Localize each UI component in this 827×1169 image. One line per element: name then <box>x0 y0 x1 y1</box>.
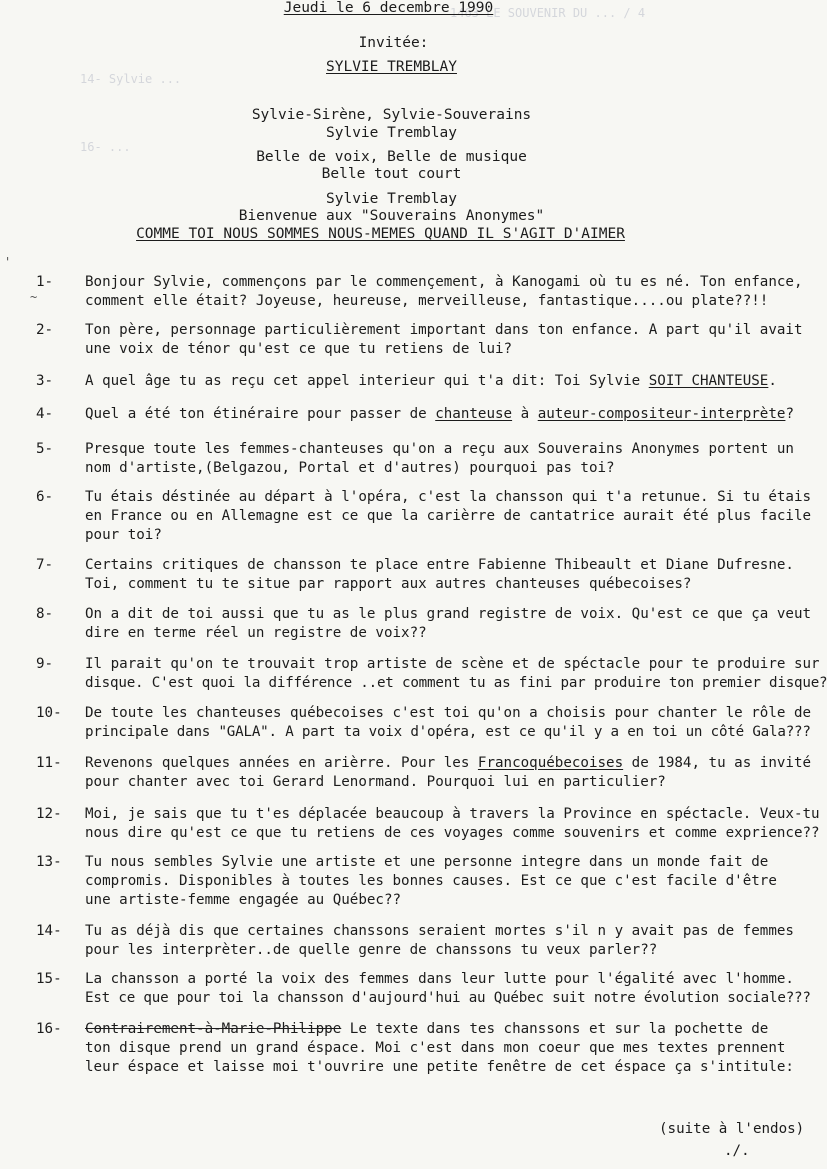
text-part: . <box>768 373 777 389</box>
poem-line: Belle tout court <box>321 166 462 182</box>
question-text: pour toi? <box>85 527 162 543</box>
question-number: 1- <box>36 274 54 290</box>
question-number: 14- <box>36 923 62 939</box>
question-text: ton disque prend un grand éspace. Moi c'est dans mon coeur que mes textes prennent <box>85 1040 786 1056</box>
question-text: nous dire qu'est ce que tu retiens de ces voyages comme souvenirs et comme exprience?? <box>85 825 820 841</box>
margin-mark: ' <box>4 255 12 269</box>
underlined-phrase: SOIT CHANTEUSE <box>648 373 769 389</box>
underlined-phrase: chanteuse <box>435 406 513 422</box>
question-text: On a dit de toi aussi que tu as le plus grand registre de voix. Qu'est ce que ça veut <box>85 606 812 622</box>
guest-name: SYLVIE TREMBLAY <box>326 59 457 75</box>
bleed-through-line16: 16- ... <box>80 140 131 154</box>
question-text: Bonjour Sylvie, commençons par le commençement, à Kanogami où tu es né. Ton enfance, <box>85 274 803 290</box>
poem-line: Sylvie-Sirène, Sylvie-Souverains <box>251 107 532 123</box>
question-number: 10- <box>36 705 62 721</box>
poem-line: Sylvie Tremblay <box>326 191 457 207</box>
poem-line: Bienvenue aux "Souverains Anonymes" <box>238 208 545 224</box>
margin-mark: ~ <box>30 290 38 304</box>
question-text: Ton père, personnage particulièrement important dans ton enfance. A part qu'il avait <box>85 322 803 338</box>
question-text: une artiste-femme engagée au Québec?? <box>85 892 402 908</box>
question-text: Il parait qu'on te trouvait trop artiste de scène et de spéctacle pour te produire sur <box>85 656 820 672</box>
bleed-through-line14: 14- Sylvie ... <box>80 72 182 86</box>
question-number: 15- <box>36 971 62 987</box>
question-text <box>85 1019 820 1040</box>
question-number: 16- <box>36 1021 62 1037</box>
question-text: principale dans "GALA". A part ta voix d'opéra, est ce qu'il y a en toi un côté Gala??? <box>85 724 811 740</box>
question-number: 12- <box>36 806 62 822</box>
question-text: en France ou en Allemagne est ce que la carièrre de cantatrice aurait été plus facile <box>85 508 812 524</box>
question-number: 4- <box>36 406 54 422</box>
invited-label: Invitée: <box>358 35 429 51</box>
text-part: Quel a été ton étinéraire pour passer de <box>85 406 436 422</box>
question-number: 7- <box>36 557 54 573</box>
question-text: pour les interprèter..de quelle genre de chanssons tu veux parler?? <box>85 942 658 958</box>
text-part: à <box>512 406 538 422</box>
text-part: de 1984, tu as invité <box>623 755 812 771</box>
question-text: Est ce que pour toi la chansson d'aujourd'hui au Québec suit notre évolution sociale??? <box>85 990 811 1006</box>
text-part: ? <box>785 406 794 422</box>
question-number: 8- <box>36 606 54 622</box>
underlined-phrase: Francoquébecoises <box>477 755 624 771</box>
question-number: 9- <box>36 656 54 672</box>
question-text: Certains critiques de chansson te place entre Fabienne Thibeault et Diane Dufresne. <box>85 557 794 573</box>
motto-line: COMME TOI NOUS SOMMES NOUS-MEMES QUAND IL S'AGIT D'AIMER <box>136 226 625 242</box>
question-number: 2- <box>36 322 54 338</box>
question-text: dire en terme réel un registre de voix?? <box>85 625 427 641</box>
question-number: 6- <box>36 489 54 505</box>
question-number: 11- <box>36 755 62 771</box>
question-text: De toute les chanteuses québecoises c'est toi qu'on a choisis pour chanter le rôle de <box>85 705 812 721</box>
date-heading: Jeudi le 6 decembre 1990 <box>283 0 494 16</box>
question-text: comment elle était? Joyeuse, heureuse, merveilleuse, fantastique....ou plate??!! <box>85 293 769 309</box>
text-part: Revenons quelques années en arièrre. Pour les <box>85 755 478 771</box>
bleed-through-top: 1463 LE SOUVENIR DU ... / 4 <box>450 6 646 20</box>
question-number: 3- <box>36 373 54 389</box>
question-text <box>85 753 820 774</box>
question-text: disque. C'est quoi la différence ..et comment tu as fini par produire ton premier disque? <box>85 675 827 691</box>
poem-line: Belle de voix, Belle de musique <box>256 149 527 165</box>
question-text: Tu nous sembles Sylvie une artiste et une personne integre dans un monde fait de <box>85 854 769 870</box>
question-text: compromis. Disponibles à toutes les bonnes causes. Est ce que c'est facile d'être <box>85 873 777 889</box>
underlined-phrase: auteur-compositeur-interprète <box>537 406 786 422</box>
question-text <box>85 371 820 392</box>
end-mark: ./. <box>724 1143 750 1159</box>
continued-note: (suite à l'endos) <box>659 1121 805 1137</box>
text-part: Le texte dans tes chanssons et sur la pochette de <box>341 1021 769 1037</box>
question-text: Toi, comment tu te situe par rapport aux autres chanteuses québecoises? <box>85 576 692 592</box>
poem-line: Sylvie Tremblay <box>326 125 457 141</box>
question-text: une voix de ténor qu'est ce que tu retiens de lui? <box>85 341 513 357</box>
question-text: Moi, je sais que tu t'es déplacée beaucoup à travers la Province en spéctacle. Veux-tu <box>85 806 820 822</box>
text-part: A quel âge tu as reçu cet appel interieur qui t'a dit: Toi Sylvie <box>85 373 649 389</box>
question-text: nom d'artiste,(Belgazou, Portal et d'autres) pourquoi pas toi? <box>85 460 615 476</box>
question-number: 13- <box>36 854 62 870</box>
question-text <box>85 404 820 425</box>
question-text: pour chanter avec toi Gerard Lenormand. Pourquoi lui en particulier? <box>85 774 666 790</box>
question-number: 5- <box>36 441 54 457</box>
question-text: Tu as déjà dis que certaines chanssons seraient mortes s'il n y avait pas de femmes <box>85 923 794 939</box>
question-text: leur éspace et laisse moi t'ouvrire une petite fenêtre de cet éspace ça s'intitule: <box>85 1059 794 1075</box>
struck-out-phrase: Contrairement-à-Marie-Philippe <box>85 1021 342 1037</box>
question-text: Presque toute les femmes-chanteuses qu'on a reçu aux Souverains Anonymes portent un <box>85 441 794 457</box>
question-text: La chansson a porté la voix des femmes dans leur lutte pour l'égalité avec l'homme. <box>85 971 794 987</box>
question-text: Tu étais déstinée au départ à l'opéra, c'est la chansson qui t'a retunue. Si tu étais <box>85 489 812 505</box>
